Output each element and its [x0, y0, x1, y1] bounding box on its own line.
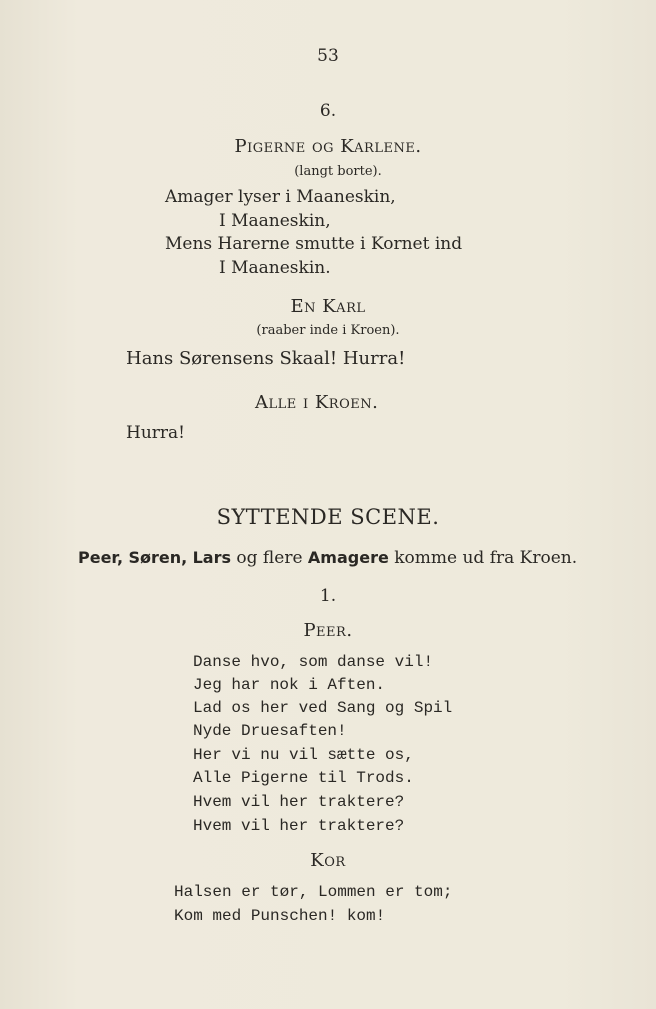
verse-line: Jeg har nok i Aften.: [193, 676, 386, 694]
entrance-direction: [78, 548, 577, 568]
verse-line: Danse hvo, som danse vil!: [193, 653, 434, 671]
direction-text: og flere: [236, 548, 303, 568]
speaker-heading: En Karl: [290, 296, 366, 317]
character-name: Lars: [192, 548, 231, 567]
speaker-heading: Peer.: [303, 620, 353, 641]
verse-line: Nyde Druesaften!: [193, 722, 347, 740]
speaker-heading: Kor: [310, 850, 346, 871]
verse-line: Amager lyser i Maaneskin,: [165, 187, 396, 207]
verse-line: Hvem vil her traktere?: [193, 817, 405, 835]
scene-title: SYTTENDE SCENE.: [216, 505, 440, 529]
verse-line: Kom med Punschen! kom!: [174, 907, 386, 925]
speaker-heading: Alle i Kroen.: [255, 392, 379, 413]
character-name: Søren,: [128, 548, 188, 567]
verse-line: I Maaneskin,: [219, 211, 331, 231]
character-name: Peer,: [78, 548, 124, 567]
stage-direction: (raaber inde i Kroen).: [256, 323, 400, 338]
direction-text: komme ud fra Kroen.: [394, 548, 578, 568]
spoken-line: Hans Sørensens Skaal! Hurra!: [126, 348, 406, 369]
page-number: 53: [317, 46, 339, 66]
stage-direction: (langt borte).: [294, 164, 382, 179]
song-number: 1.: [319, 586, 337, 606]
verse-line: I Maaneskin.: [219, 258, 331, 278]
spoken-line: Hurra!: [126, 423, 185, 443]
verse-line: Her vi nu vil sætte os,: [193, 746, 414, 764]
character-name: Amagere: [307, 548, 389, 567]
verse-line: Alle Pigerne til Trods.: [193, 769, 414, 787]
verse-line: Mens Harerne smutte i Kornet ind: [165, 234, 463, 254]
verse-line: Hvem vil her traktere?: [193, 793, 405, 811]
song-number: 6.: [319, 101, 337, 121]
speaker-heading: Pigerne og Karlene.: [234, 136, 422, 157]
verse-line: Lad os her ved Sang og Spil: [193, 699, 453, 717]
verse-line: Halsen er tør, Lommen er tom;: [174, 883, 453, 901]
